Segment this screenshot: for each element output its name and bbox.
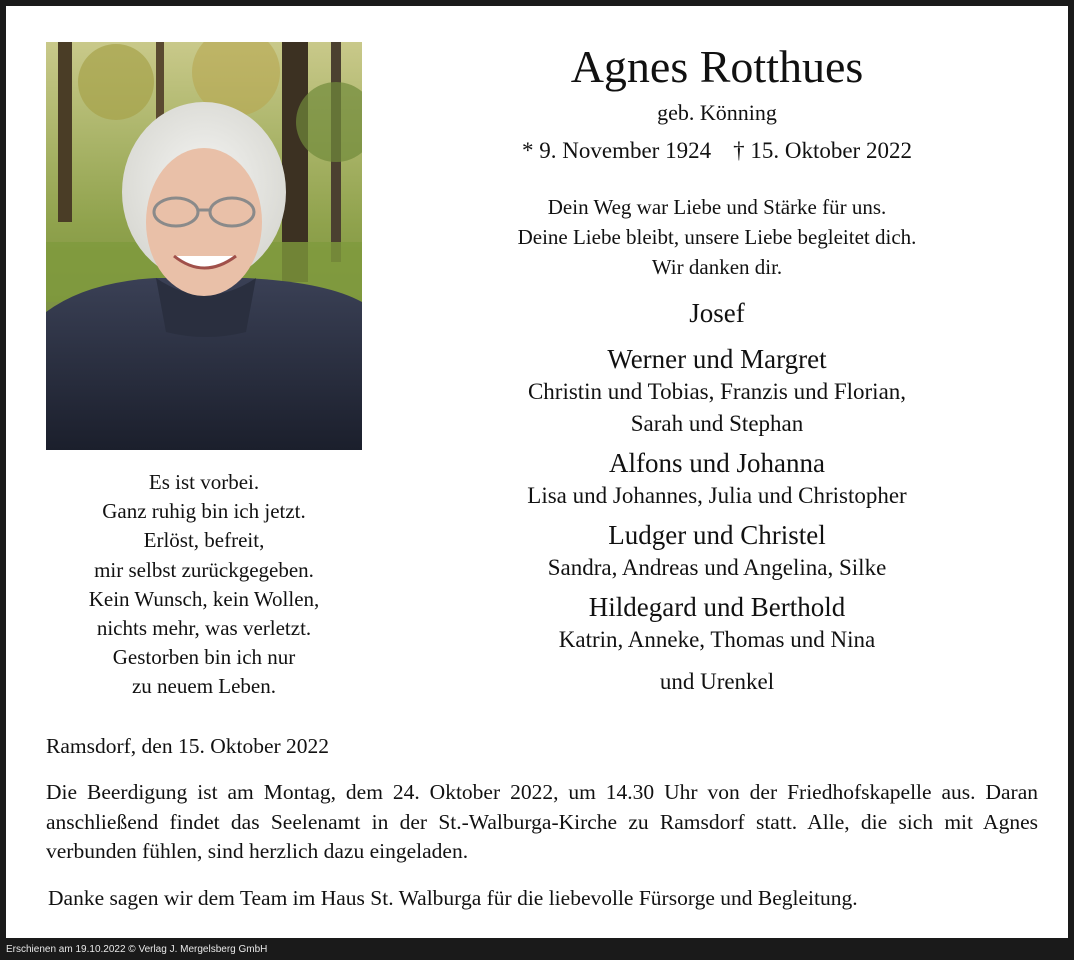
mourner-spouse: Josef [689, 298, 745, 328]
verse-line: Deine Liebe bleibt, unsere Liebe begleitet dich. [517, 225, 917, 249]
mourners-list [376, 296, 1058, 698]
funeral-announcement: Die Beerdigung ist am Montag, dem 24. Oktober 2022, um 14.30 Uhr von der Friedhofskapelle aus. Daran anschließend findet das Seelenamt in der St.-Walburga-Kirche zu Ramsdorf statt. Alle, die sich mit Agnes verbunden fühlen, sind herzlich dazu eingeladen. [46, 780, 1038, 863]
mourner-family-head: Werner und Margret [607, 344, 827, 374]
life-dates [376, 138, 1058, 164]
verse-line: Wir danken dir. [651, 255, 783, 279]
portrait-photo [46, 42, 362, 450]
mourner-family-children: Sandra, Andreas und Angelina, Silke [547, 555, 887, 580]
obituary-notice [6, 6, 1068, 938]
poem-line: mir selbst zurückgegeben. [94, 557, 314, 582]
poem-line: zu neuem Leben. [131, 674, 277, 699]
poem-line: Ganz ruhig bin ich jetzt. [102, 499, 306, 524]
mourner-family-children: Lisa und Johannes, Julia und Christopher [527, 483, 907, 508]
birth-date: * 9. November 1924 [522, 138, 712, 163]
poem-line: Gestorben bin ich nur [112, 645, 296, 670]
memorial-poem [46, 468, 362, 702]
dedication-verse [376, 192, 1058, 282]
mourner-family-children: Katrin, Anneke, Thomas und Nina [558, 627, 876, 652]
mourner-family-children: Sarah und Stephan [630, 411, 804, 436]
poem-line: Kein Wunsch, kein Wollen, [88, 586, 320, 611]
place-and-date: Ramsdorf, den 15. Oktober 2022 [46, 734, 330, 758]
deceased-name: Agnes Rotthues [570, 41, 864, 92]
poem-line: Erlöst, befreit, [143, 528, 265, 553]
mourner-family-head: Ludger und Christel [608, 520, 826, 550]
publication-credit: Erschienen am 19.10.2022 © Verlag J. Mergelsberg GmbH [6, 944, 268, 955]
mourner-family-children: Christin und Tobias, Franzis und Florian, [527, 379, 907, 404]
poem-line: nichts mehr, was verletzt. [96, 616, 312, 641]
poem-line: Es ist vorbei. [148, 470, 260, 494]
mourner-great-grandchildren: und Urenkel [659, 669, 775, 694]
birth-name: geb. Könning [657, 100, 777, 125]
mourner-family-head: Alfons und Johanna [609, 448, 825, 478]
mourner-family-head: Hildegard und Berthold [588, 592, 846, 622]
thanks-note: Danke sagen wir dem Team im Haus St. Walburga für die liebevolle Fürsorge und Begleitung. [48, 886, 858, 910]
verse-line: Dein Weg war Liebe und Stärke für uns. [547, 195, 887, 219]
death-date: † 15. Oktober 2022 [733, 138, 912, 163]
